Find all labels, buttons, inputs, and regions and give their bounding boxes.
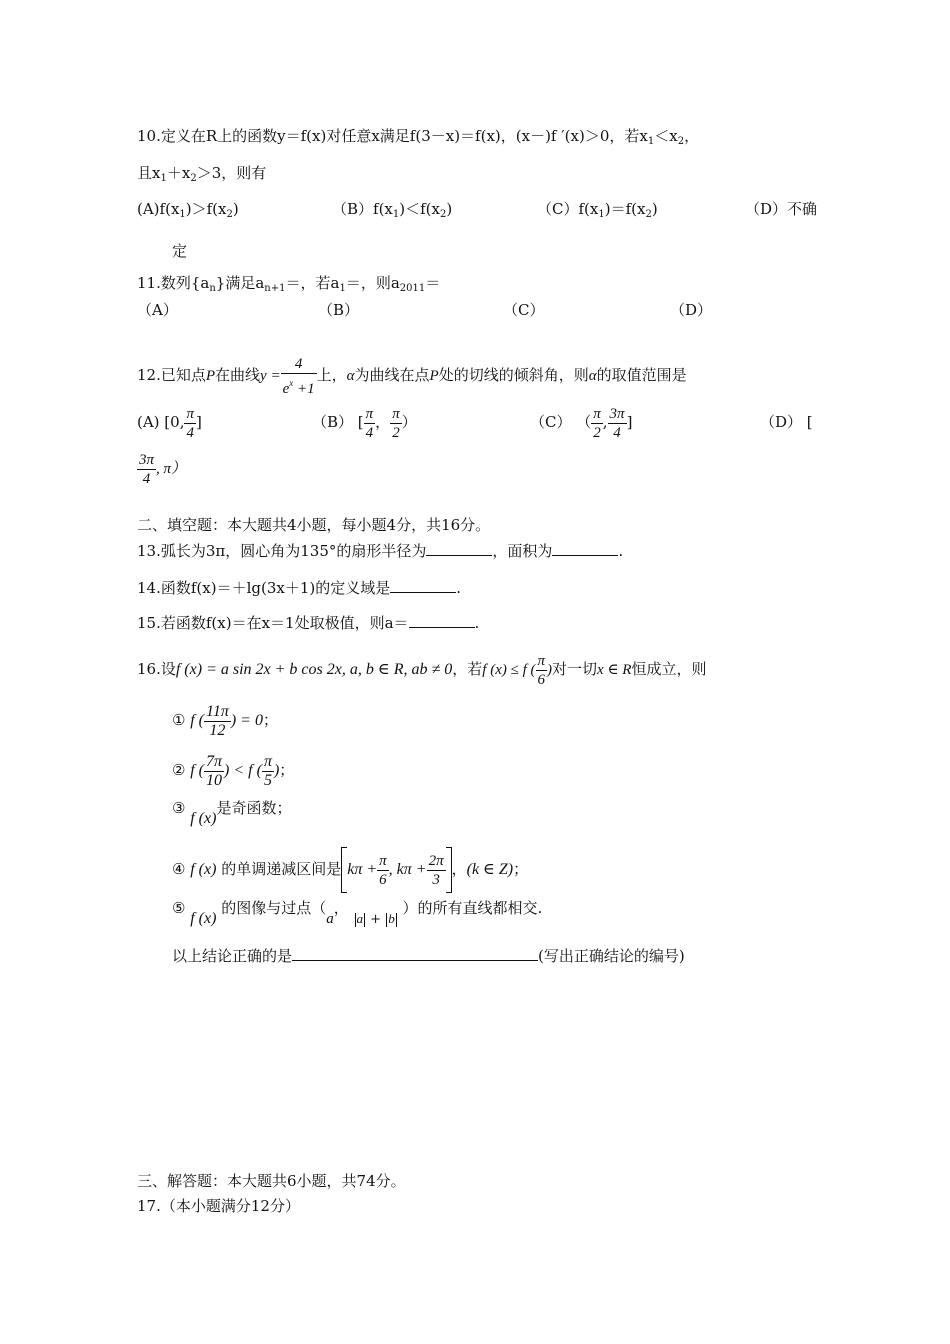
section-3-title: 三、解答题：本大题共6小题，共74分。 [137,1172,406,1190]
q17-title: 17.（本小题满分12分） [137,1197,300,1215]
q12-option-c: （C） （ $\frac{\pi}{2}$ , $\frac{3\pi}{4}$ ] [530,405,633,441]
q10-option-b: $(B)f(x_1)<f(x_2)$ [332,200,453,220]
q10-option-c: $(C)f(x_1)=f(x_2)$ [537,200,658,220]
q12-option-d-continued: $\frac{3\pi}{4}$ , π） [139,451,187,487]
q11-option-d: （D） [670,301,713,319]
q10-option-a: $(A)f(x_1)>f(x_2)$ [137,200,239,220]
q16-answer-line: 以上结论正确的是 (写出正确结论的编号) [172,947,685,965]
q14-text: 14.函数f(x)＝＋lg(3x＋1)的定义域是 . [137,579,462,597]
q12-option-d: （D） [ [760,413,813,431]
q11-option-a: （A） [137,301,178,319]
q15-text: 15.若函数f(x)＝在x＝1处取极值，则a＝ . [137,614,480,632]
q16-conclusion-2: ② f ( $\frac{7\pi}{10}$ ) < f ( $\frac{\pi}{5}$ )； [172,752,295,789]
q10-option-d-continued: 定 [172,242,188,260]
q16-conclusion-5: ⑤ f (x) 的图像与过点（a， a + b ）的所有直线都相交. [172,899,543,927]
q16-conclusion-3: ③ f (x)是奇函数； [172,799,292,827]
q12-option-a: (A) [0, $\frac{\pi}{4}$ ] [137,405,202,441]
q16-conclusion-1: ① f ( $\frac{11\pi}{12}$ ) = 0； [172,702,278,739]
q16-stem: 16.设f (x) = a sin 2x + b cos 2x, a, b ∈ R, ab ≠ 0，若f (x) ≤ f ( $\frac{\pi}{6}$ )对一切x ∈ R恒成立，则 [137,652,707,688]
q16-conclusion-4: ④ f (x) 的单调递减区间是 kπ + $\frac{\pi}{6}$ , kπ + $\frac{2\pi}{3}$ ，(k ∈ Z)； [172,845,528,894]
q12-curve-fraction: $\frac{4}{e^x +1}$ [282,355,315,397]
section-2-title: 二、填空题：本大题共4小题，每小题4分，共16分。 [137,516,491,534]
q12-option-b: （B） [ $\frac{\pi}{4}$ ， $\frac{\pi}{2}$ ） [312,405,417,441]
q12-text: 12.已知点P在曲线y = $\frac{4}{e^x +1}$ 上，α为曲线在点P处的切线的倾斜角，则α的取值范围是 [137,355,687,397]
q13-text: 13.弧长为3π，圆心角为135°的扇形半径为 ，面积为 . [137,542,624,560]
q10-line2: 且$x_1+x_2>3$，则有 [137,164,267,184]
q10-option-d: （D）不确 [745,200,818,218]
q10-line1: 10.定义在R上的函数y＝f(x)对任意x满足f(3－x)＝f(x)，(x－)f ′(x)＞0，若$x_1<x_2$， [137,127,700,147]
q11-option-b: （B） [318,301,360,319]
q16-abs-sum: a + b [356,911,395,927]
q11-text: 11.数列$\{a_n\}$满足$a_{n+1}=$，若$a_1=$，则$a_{2011}=$ [137,274,441,294]
q11-option-c: （C） [503,301,545,319]
